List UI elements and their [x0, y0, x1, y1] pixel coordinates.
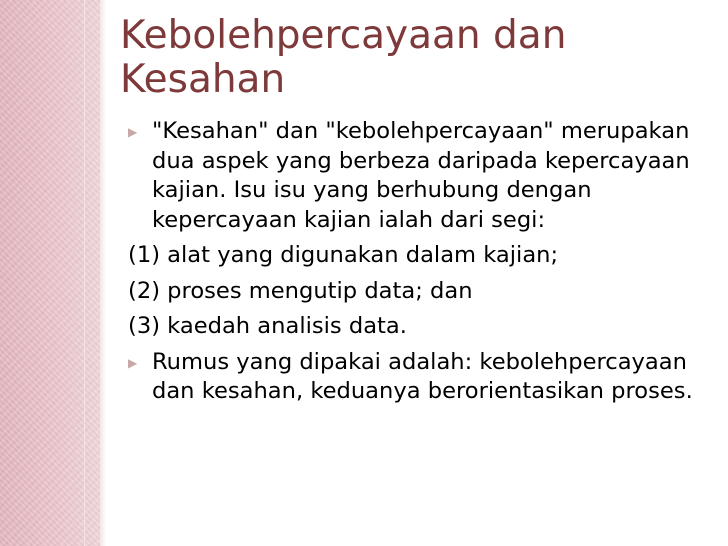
- triangle-bullet-icon: ▶: [128, 125, 138, 139]
- list-item: [128, 277, 723, 307]
- decorative-side-panel: [0, 0, 104, 546]
- triangle-bullet-icon: ▶: [128, 355, 138, 370]
- bullet-item: [128, 348, 723, 407]
- slide-title: Kebolehpercayaan dan Kesahan: [120, 13, 567, 102]
- bullet-text: Rumus yang dipakai adalah: kebolehpercayaan dan kesahan, keduanya berorientasikan proses.: [152, 348, 693, 404]
- list-item: [128, 312, 723, 342]
- bullet-text: "Kesahan" dan "kebolehpercayaan" merupakan dua aspek yang berbeza daripada kepercayaan kajian. Isu isu yang berhubung dengan kepercayaan kajian ialah dari segi:: [152, 118, 690, 233]
- list-text: (3) kaedah analisis data.: [128, 313, 407, 339]
- bullet-item: [128, 117, 723, 235]
- list-text: (2) proses mengutip data; dan: [128, 277, 473, 304]
- decorative-line: [74, 0, 75, 546]
- panel-edge: [100, 0, 106, 546]
- list-item: [128, 241, 723, 271]
- slide-content-list: [128, 117, 723, 407]
- list-text: (1) alat yang digunakan dalam kajian;: [128, 242, 559, 268]
- decorative-line: [84, 0, 85, 546]
